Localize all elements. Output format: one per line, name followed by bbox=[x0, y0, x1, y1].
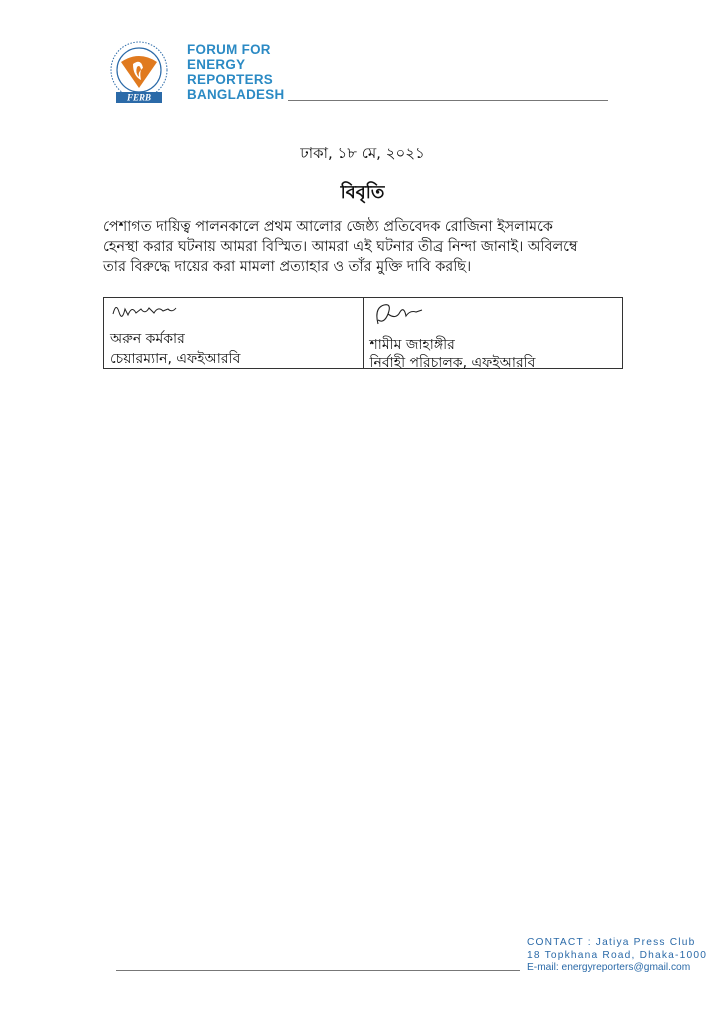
signature-mark bbox=[370, 300, 430, 330]
signatory-role: নির্বাহী পরিচালক, এফইআরবি bbox=[369, 355, 536, 371]
date-line: ঢাকা, ১৮ মে, ২০২১ bbox=[300, 144, 425, 162]
body-line: পেশাগত দায়িত্ব পালনকালে প্রথম আলোর জেষ্ঠ্য প্রতিবেদক রোজিনা ইসলামকে bbox=[103, 219, 553, 235]
signatory-name: শামীম জাহাঙ্গীর bbox=[369, 337, 455, 353]
signature-cell-right bbox=[363, 298, 623, 371]
org-line: BANGLADESH bbox=[187, 87, 285, 102]
signature-table bbox=[103, 297, 623, 369]
header-divider bbox=[288, 100, 608, 101]
ferb-logo bbox=[103, 40, 175, 104]
org-line: ENERGY bbox=[187, 57, 246, 72]
organization-name bbox=[187, 42, 297, 102]
contact-block bbox=[527, 937, 717, 975]
signatory-role: চেয়ারম্যান, এফইআরবি bbox=[110, 351, 241, 367]
body-line: হেনস্থা করার ঘটনায় আমরা বিস্মিত। আমরা এই ঘটনার তীব্র নিন্দা জানাই। অবিলম্বে bbox=[103, 239, 578, 255]
footer-divider bbox=[116, 970, 520, 971]
body-line: তার বিরুদ্ধে দায়ের করা মামলা প্রত্যাহার ও তাঁর মুক্তি দাবি করছি। bbox=[103, 259, 472, 275]
org-line: FORUM FOR bbox=[187, 42, 271, 57]
signature-cell-left bbox=[104, 298, 363, 368]
statement-title: বিবৃতি bbox=[340, 182, 385, 203]
signatory-name: অরুন কর্মকার bbox=[110, 331, 185, 347]
contact-label: CONTACT : Jatiya Press Club bbox=[527, 937, 696, 948]
org-line: REPORTERS bbox=[187, 72, 274, 87]
contact-address: 18 Topkhana Road, Dhaka-1000 bbox=[527, 949, 708, 961]
logo-text: FERB bbox=[126, 92, 152, 103]
contact-email: E-mail: energyreporters@gmail.com bbox=[527, 962, 691, 973]
signature-mark bbox=[110, 300, 180, 320]
statement-body bbox=[103, 217, 623, 277]
